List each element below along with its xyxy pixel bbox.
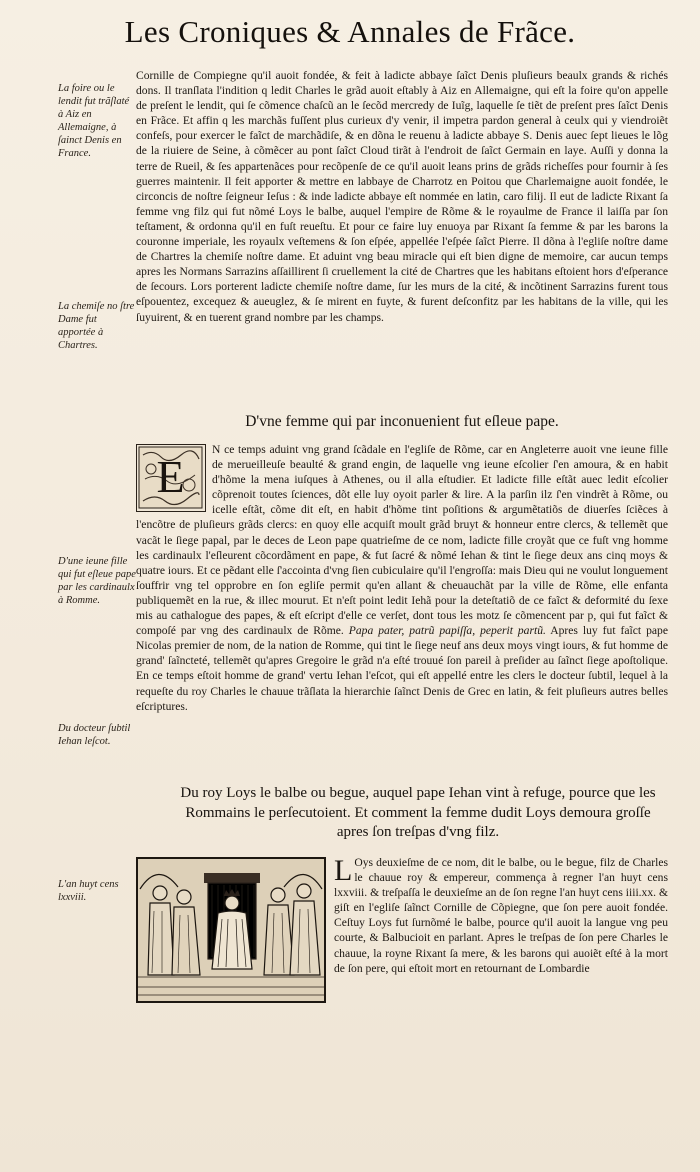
paragraph-text: N ce temps aduint vng grand ſcãdale en l'egliſe de Rõme, car en Angleterre auoit vne ieune fille de merueilleuſe beaulté & grand engin, de laquelle vng ieune eſcolier ſ'en amoura, & en habit d'hõme la mena iuſques à Athenes, ou il alla eſtudier. Et ladicte fille eſtãt auec ledit eſcolier cõprenoit toutes ſciences, dõt elle luy oyoit parler & lire. A la parſin ilz ſ'en vindrẽt à Rõme, ou icelle eſtãt, cõme dit eſt, en habit d'hõme tint poſitions & argumẽtatiõs de diuerſes ſciẽces à l'encõtre de pluſieurs grãds clercs: en quoy elle acquiſt moult grãd bruyt & honneur entre clercs, & tellemẽt que vacãt le ſiege papal, par le deces de Leon pape quatrieſme de ce nom, ladicte fille croyãt que ce fuſt vng homme les cardinaulx l'eſleurent cõcordãment en pape, & fut ſacré & nõmé Iehan & tint le ſiege deux ans cinq moys & quatre iours. Et ce pẽdant elle ſ'accointa d'vng ſien cubiculaire qu'il l'engroſſa: mais Dieu qui ne voulut longuement ſouffrir vng tel opprobre en ſon egliſe permit qu'en allant & cheuauchãt par la ville de Rõme, elle enfanta publiquemẽt en la rue, & illec mourut. Et n'eſt point ledit Iehã pour la deteſtatiõ de ce faĩct & deformité du ſexe mis au cathalogue des papes, & eſt eſcript d'elle ce verſet, dont tous les motz ſe cõmencent par p, qui fut faĩct & compoſé par vng des cardinaulx de Rõme.: [136, 443, 668, 638]
running-title: Les Croniques & Annales de Frãce.: [124, 14, 576, 49]
dropcap-letter-l: L: [334, 854, 353, 887]
margin-note-lescot: Du docteur ſubtil Iehan leſcot.: [58, 723, 131, 747]
section-heading-papesse: D'vne femme qui par inconuenient fut eſleue pape.: [245, 413, 559, 430]
paragraph-charles-chauve: [136, 68, 668, 398]
paragraph-text-end: Apres luy fut faĩct pape Nicolas premier de nom, de la nation de Romme, qui tint le ſiege neuf ans deux moys vingt iours, & fut homme de grand' ſaĩncteté, tellemẽt qu'apres Gregoire le grãd n'a eſté trouué ſon pareil à preſider au ſaĩnct ſiege apoſtolique. En ce temps eſtoit homme de grand' vertu Iehan l'eſcot, qui eſt appellé entre les clers le docteur ſubtil, lequel à la requeſte du roy Charles le chauue trãſlata la hierarchie ſaĩnct Denis de Grec en latin, & feit pluſieurs autres belles eſcriptures.: [136, 624, 668, 713]
latin-verse: Papa pater, patrũ papiſſa, peperit partũ.: [348, 624, 546, 638]
section-heading-loys-balbe: Du roy Loys le balbe ou begue, auquel pape Iehan vint à refuge, pource que les Rommains le perſecutoient. Et comment la femme dudit Loys demoura groſſe apres ſon treſpas d'vng filz.: [180, 785, 656, 840]
paragraph-text: Cornille de Compiegne qu'il auoit fondée, & feit à ladicte abbaye ſaĩct Denis pluſieurs beaulx grands & richés dons. Il tranſlata l'indition q ledit Charles le grãd auoit eſtably à Aiz en Allemaigne, qui eſt la foire qu'on appelle de preſent le lendit, qui ſe cõmence chaſcũ an le ſecõd mercredy de Iuĩg, laquelle ſe tiẽt de preſent pres ſaĩct Denis en Frãce. Et affin q les marchãs fuſſent plus curieux d'y venir, il impetra pardon general à ceulx qui y viendroiẽt confeſs, pour exercer le faĩct de marchãdiſe, & en dõna le reuenu à ladicte abbaye S. Denis auec ſept lieues le lõg de la riuiere de Seine, à cõmẽcer au pont ſaĩct Cloud tirãt à l'endroit de ſaĩct Germain en laye. Auſſi y donna la terre de Rueil, & ſes appartenãces pour recõpenſe de ce qu'il auoit leans prins de grãds richeſſes pour fournir à ſes guerres maintenir. Il feit apporter & mettre en labbaye de Charrotz en Poitou que Charlemaigne auoit fondée, le circoncis de noſtre ſeigneur Ieſus : & inde ladicte abbaye eſt nommée en latin, caro filij. Il eut de ladicte Rixant ſa femme vng filz qui fut nõmé Loys le balbe, auquel l'empire de Rõme & le royaulme de France il laiſſa par ſon teſtament, & ordonna qu'il en fuſt reueſtu. Et pour ce faire luy enuoya par Rixant ſa femme & par les barons la couronne imperiale, les royaulx veſtemens & ſon eſpée, appellée l'eſpée ſaĩct Pierre. Il dõna à l'egliſe noſtre dame de Chartres la chemiſe noſtre dame. Et aduint vng beau miracle qui eſt bien digne de memoire, car aucun temps apres les Normans Sarrazins aſſaillirent ſi cruellement la cité de Chartres que les habitans eſtoient hors d'eſperance de ſecours. Lors porterent ladicte chemiſe noſtre dame, ſur les murs de la cité, & incõtinent Sarrazins furent tous eſpouentez, excequez & aueuglez, & ſe mirent en fuyte, & furent deſconfitz par les habitans de la ville, qui les ſuyuirent, & en tuerent grand nombre par les champs.: [136, 69, 668, 324]
dropcap-e-ornament: [136, 444, 206, 512]
margin-note-lendit: La foire ou le lendit fut trãſlaté à Aiz en Allemaigne, à ſainct Denis en France.: [58, 83, 130, 159]
margin-note-pape-fille: D'une ieune fille qui fut eſleue pape par les cardinaulx à Romme.: [58, 556, 136, 606]
paragraph-papesse: [136, 442, 668, 802]
margin-note-lan-huyt-cens: L'an huyt cens lxxviii.: [58, 879, 119, 903]
dropcap-letter-e: E: [156, 451, 185, 502]
paragraph-text: Oys deuxieſme de ce nom, dit le balbe, ou le begue, filz de Charles le chauue roy & empereur, commença à regner l'an huyt cens lxxviii. & treſpaſſa le deuxieſme an de ſon regne l'an huyt cens iiii.xx. & giſt en l'egliſe ſaĩnct Cornille de Cõpiegne, que ſon pere auoit fondée. Ceſtuy Loys fut ſurnõmé le balbe, pource qu'il auoit la langue vng peu courte, & Balbucioit en parlant. Apres le treſpas de ſon pere Charles le chauue, la royne Rixant ſa mere, & les barons qui auoiẽt eſté à la mort de ſon pere, qui eſtoit mort en retournant de Lombardie: [334, 856, 668, 975]
paragraph-loys-balbe: [136, 855, 668, 1025]
margin-note-chemise: La chemiſe no ſtre Dame fut apportée à Chartres.: [58, 301, 135, 351]
woodcut-illustration: [136, 857, 326, 1003]
